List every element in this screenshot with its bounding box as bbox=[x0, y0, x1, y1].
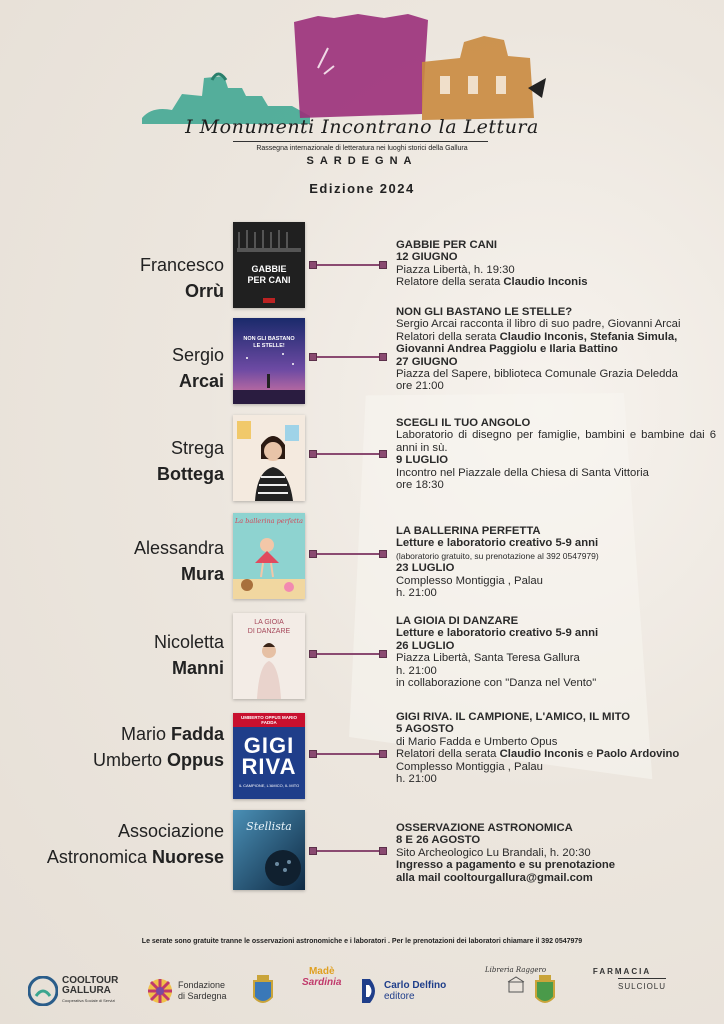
farmacia-logo bbox=[578, 966, 666, 1016]
event-date: 5 AGOSTO bbox=[396, 723, 454, 736]
event-title: GABBIE PER CANI bbox=[396, 239, 498, 251]
event-title: LA BALLERINA PERFETTA bbox=[396, 525, 541, 537]
connector-line bbox=[312, 264, 384, 266]
connector-line bbox=[312, 356, 384, 358]
svg-text:NON GLI BASTANO: NON GLI BASTANO bbox=[243, 336, 295, 342]
cover-authors: UMBERTO OPPUS MARIO FADDA bbox=[233, 713, 305, 727]
cage-illustration-icon bbox=[233, 222, 305, 308]
svg-text:DI DANZARE: DI DANZARE bbox=[247, 628, 291, 635]
author-first-name: Sergio bbox=[171, 345, 224, 365]
author-last-name: Manni bbox=[172, 658, 224, 678]
starry-night-illustration-icon bbox=[233, 318, 305, 404]
cover-subtitle: IL CAMPIONE, L'AMICO, IL MITO bbox=[238, 783, 300, 788]
event-place: Complesso Montiggia , Palau bbox=[396, 760, 543, 773]
farmacia-label: FARMACIA bbox=[592, 967, 652, 976]
author-last-name: Oppus bbox=[167, 750, 224, 770]
region-label: SARDEGNA bbox=[306, 155, 418, 167]
event-title: GIGI RIVA. IL CAMPIONE, L'AMICO, IL MITO bbox=[396, 711, 631, 723]
speaker-names-cont: Giovanni Andrea Paggiolu e Ilaria Battino bbox=[396, 343, 618, 356]
astronomy-image bbox=[233, 810, 305, 890]
delfino-name: Carlo Delfino bbox=[384, 980, 447, 991]
event-date: 23 LUGLIO bbox=[396, 562, 455, 575]
coat-of-arms-icon bbox=[250, 973, 276, 1009]
book-cover bbox=[233, 318, 305, 404]
magenta-tower-icon bbox=[288, 8, 433, 118]
book-cover bbox=[233, 613, 305, 699]
author-name bbox=[93, 721, 224, 773]
speaker-name: Paolo Ardovino bbox=[596, 748, 680, 761]
speakers-label: Relatori della serata bbox=[396, 330, 500, 343]
delfino-d-icon bbox=[360, 977, 380, 1005]
author-last-name: Arcai bbox=[178, 371, 224, 391]
event-info bbox=[396, 615, 716, 689]
fondazione-region: di Sardegna bbox=[178, 991, 227, 1001]
made-name: Madè bbox=[308, 966, 335, 977]
event-place: Complesso Montiggia , Palau bbox=[396, 574, 543, 587]
cover-title: GIGI RIVA bbox=[241, 733, 297, 779]
conjunction: e bbox=[583, 748, 597, 761]
event-subtitle: Letture e laboratorio creativo 5-9 anni bbox=[396, 627, 599, 640]
event-booking: Ingresso a pagamento e su prenotazione bbox=[396, 859, 616, 872]
event-info bbox=[396, 822, 716, 884]
speaker-names: Claudio Inconis, Stefania Simula, bbox=[499, 330, 678, 343]
author-last-name: Mura bbox=[180, 564, 224, 584]
connector-line bbox=[312, 553, 384, 555]
event-date: 27 GIUGNO bbox=[396, 355, 458, 368]
municipality-crest bbox=[250, 966, 276, 1016]
author-photo bbox=[233, 415, 305, 501]
woman-portrait-icon bbox=[233, 415, 305, 501]
event-place: Sito Archeologico Lu Brandali, h. 20:30 bbox=[396, 846, 591, 859]
delfino-editore: editore bbox=[384, 991, 415, 1002]
event-note: (laboratorio gratuito, su prenotazione al 392 0547979) bbox=[396, 550, 599, 561]
svg-text:PER CANI: PER CANI bbox=[247, 275, 291, 285]
event-speakers bbox=[396, 748, 716, 760]
event-time: ore 18:30 bbox=[396, 479, 444, 492]
speaker-name: Claudio Inconis bbox=[503, 276, 588, 289]
author-2 bbox=[93, 747, 224, 773]
event-place: Piazza Libertà, h. 19:30 bbox=[396, 263, 515, 276]
event-place: Piazza del Sapere, biblioteca Comunale Grazia Deledda bbox=[396, 368, 678, 381]
author-name bbox=[47, 818, 224, 870]
event-time: h. 21:00 bbox=[396, 587, 437, 600]
second-crest bbox=[532, 966, 558, 1016]
event-title: NON GLI BASTANO LE STELLE? bbox=[396, 306, 573, 318]
cooltour-tagline: Cooperativa Sociale di Servizi bbox=[62, 998, 116, 1003]
made-region: Sardinia bbox=[302, 977, 342, 988]
svg-text:LA GIOIA: LA GIOIA bbox=[254, 619, 284, 626]
event-info bbox=[396, 525, 716, 599]
sponsor-logos bbox=[0, 966, 724, 1024]
author-first-name: Nicoletta bbox=[153, 632, 224, 652]
event-info bbox=[396, 417, 716, 491]
event-email[interactable]: alla mail cooltourgallura@gmail.com bbox=[396, 871, 593, 884]
dancer-illustration-icon bbox=[233, 613, 305, 699]
connector-line bbox=[312, 653, 384, 655]
cooltour-name: COOLTOUR bbox=[62, 975, 119, 986]
connector-line bbox=[312, 453, 384, 455]
author-name bbox=[154, 629, 224, 681]
telescope-night-icon bbox=[233, 810, 305, 890]
event-info bbox=[396, 711, 716, 785]
page-subtitle: Rassegna internazionale di letteratura nei luoghi storici della Gallura bbox=[256, 145, 468, 152]
author-first-name: Alessandra bbox=[133, 538, 224, 558]
event-date: 12 GIUGNO bbox=[396, 251, 458, 264]
event-title: OSSERVAZIONE ASTRONOMICA bbox=[396, 822, 573, 834]
book-cover bbox=[233, 513, 305, 599]
event-description: Laboratorio di disegno per famiglie, bambini e bambine dai 6 anni in sù. bbox=[396, 429, 716, 454]
author-1 bbox=[93, 721, 224, 747]
farmacia-name: SULCIOLU bbox=[618, 978, 666, 993]
association-word: Astronomica bbox=[46, 847, 152, 867]
crest-icon bbox=[532, 973, 558, 1009]
fondazione-logo bbox=[146, 966, 227, 1016]
event-time: h. 21:00 bbox=[396, 773, 437, 786]
event-place: Piazza Libertà, Santa Teresa Gallura bbox=[396, 652, 580, 665]
author-name bbox=[140, 252, 224, 304]
event-date: 9 LUGLIO bbox=[396, 454, 449, 467]
libreria-name: Libreria Raggero bbox=[485, 966, 547, 974]
connector-line bbox=[312, 753, 384, 755]
author-last-name: Bottega bbox=[157, 464, 224, 484]
ballerina-illustration-icon bbox=[233, 513, 305, 599]
author-name bbox=[157, 435, 224, 487]
connector-line bbox=[312, 850, 384, 852]
event-place: Incontro nel Piazzale della Chiesa di Santa Vittoria bbox=[396, 466, 649, 479]
svg-text:La ballerina perfetta: La ballerina perfetta bbox=[234, 517, 304, 525]
cooltour-logo bbox=[28, 966, 118, 1016]
event-info bbox=[396, 306, 716, 393]
event-subtitle: Letture e laboratorio creativo 5-9 anni bbox=[396, 537, 599, 550]
speakers-label: Relatori della serata bbox=[396, 748, 500, 761]
event-collaboration: in collaborazione con "Danza nel Vento" bbox=[396, 677, 597, 690]
speakers-label: Relatore della serata bbox=[396, 276, 504, 289]
header-artwork bbox=[140, 8, 560, 128]
author-first-name: Francesco bbox=[139, 255, 224, 275]
made-sardinia-logo bbox=[302, 966, 341, 1016]
book-cover bbox=[233, 222, 305, 308]
event-speakers bbox=[396, 276, 716, 288]
book-cover bbox=[233, 713, 305, 799]
svg-text:LE STELLE!: LE STELLE! bbox=[253, 343, 285, 349]
event-title: LA GIOIA DI DANZARE bbox=[396, 615, 519, 627]
author-first-name: Strega bbox=[170, 438, 224, 458]
title-underline bbox=[233, 141, 488, 142]
author-first-name: Mario bbox=[120, 724, 171, 744]
event-time: ore 21:00 bbox=[396, 380, 444, 393]
association-city: Nuorese bbox=[151, 847, 224, 867]
fondazione-name: Fondazione bbox=[178, 980, 226, 990]
association-name: Associazione bbox=[117, 821, 224, 841]
svg-text:Stellista: Stellista bbox=[246, 820, 292, 833]
event-speakers bbox=[396, 331, 716, 343]
author-name bbox=[172, 342, 224, 394]
event-title: SCEGLI IL TUO ANGOLO bbox=[396, 417, 531, 429]
event-authors: di Mario Fadda e Umberto Opus bbox=[396, 735, 558, 748]
event-date: 26 LUGLIO bbox=[396, 639, 455, 652]
delfino-logo bbox=[360, 966, 446, 1016]
event-info bbox=[396, 239, 716, 289]
author-first-name: Umberto bbox=[92, 750, 167, 770]
speaker-name: Claudio Inconis bbox=[499, 748, 584, 761]
author-last-name: Orrù bbox=[184, 281, 224, 301]
ochre-church-icon bbox=[420, 28, 550, 120]
footnote: Le serate sono gratuite tranne le osservazioni astronomiche e i laboratori . Per le prenotazioni dei laboratori chiamare il 392 0547979 bbox=[141, 938, 583, 945]
libreria-building-icon bbox=[507, 976, 525, 994]
cooltour-emblem-icon bbox=[28, 976, 58, 1006]
edition-label: Edizione 2024 bbox=[309, 181, 415, 196]
association-name-2 bbox=[47, 844, 224, 870]
event-time: h. 21:00 bbox=[396, 664, 437, 677]
author-last-name: Fadda bbox=[170, 724, 224, 744]
cooltour-region: GALLURA bbox=[62, 985, 111, 996]
svg-text:GABBIE: GABBIE bbox=[251, 264, 287, 274]
author-name bbox=[134, 535, 224, 587]
event-date: 8 E 26 AGOSTO bbox=[396, 834, 481, 847]
page-title: I Monumenti Incontrano la Lettura bbox=[185, 116, 539, 138]
fondazione-flower-icon bbox=[146, 977, 174, 1005]
event-description: Sergio Arcai racconta il libro di suo padre, Giovanni Arcai bbox=[396, 318, 681, 331]
